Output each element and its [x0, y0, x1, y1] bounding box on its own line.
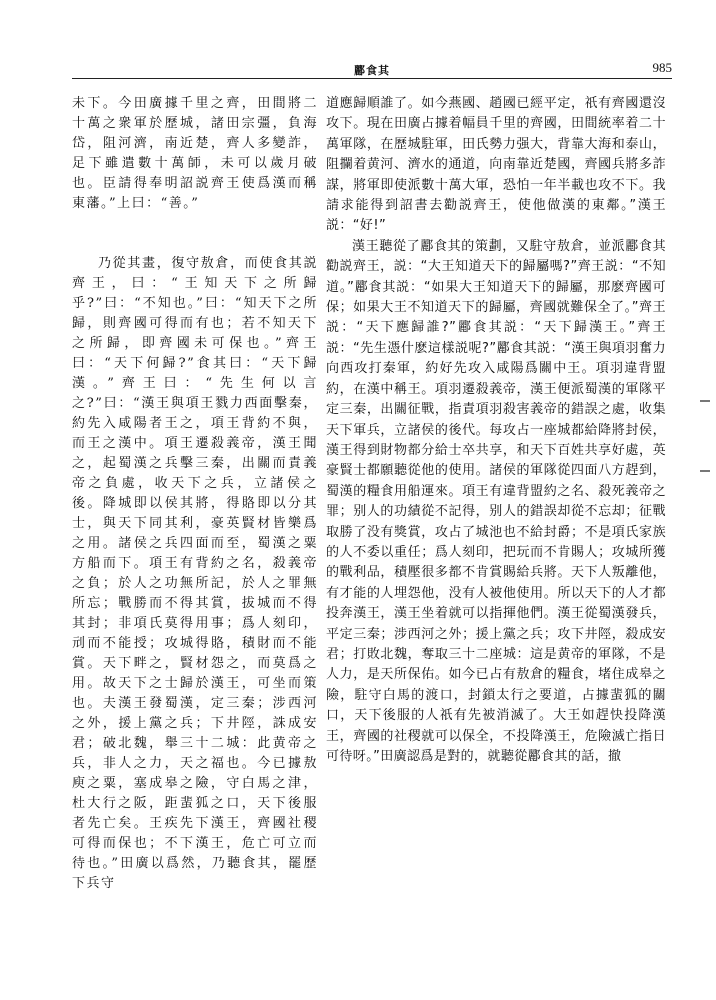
- running-head: 酈食其: [354, 64, 390, 77]
- header-rule: [72, 78, 672, 79]
- original-paragraph-1: 未下。今田廣據千里之齊，田間將二十萬之衆軍於歷城，諸田宗彊，負海岱，阻河濟，南近楚，齊人多變詐，足下雖遣數十萬師，未可以歲月破也。臣請得奉明詔説齊王使爲漢而稱東藩。”上曰：“善。”: [72, 96, 318, 211]
- scan-edge-mark: [700, 470, 710, 472]
- original-paragraph-2: 乃從其畫，復守敖倉，而使食其説齊王，曰：“王知天下之所歸乎?”曰：“不知也。”曰：“知天下之所歸，則齊國可得而有也；若不知天下之所歸，即齊國未可保也。”齊王曰：“天下何歸?”食其曰：“天下歸漢。”齊王曰：“先生何以言之?”曰：“漢王與項王戮力西面擊秦，約先入咸陽者王之，項王背約不與，而王之漢中。項王遷殺義帝，漢王聞之，起蜀漢之兵擊三秦，出關而責義帝之負處，收天下之兵，立諸侯之後。降城即以侯其將，得賂即以分其士，與天下同其利，豪英賢材皆樂爲之用。諸侯之兵四面而至，蜀漢之粟方船而下。項王有背約之名，殺義帝之負；於人之功無所記，於人之罪無所忘；戰勝而不得其賞，拔城而不得其封；非項氏莫得用事；爲人刻印，刓而不能授；攻城得賂，積財而不能賞。天下畔之，賢材怨之，而莫爲之用。故天下之士歸於漢王，可坐而策也。夫漢王發蜀漢，定三秦；涉西河之外，援上黨之兵；下井陘，誅成安君；破北魏，舉三十二城：此黄帝之兵，非人之力，天之福也。今已據敖庾之粟，塞成皋之險，守白馬之津，杜大行之阪，距蜚狐之口，天下後服者先亡矣。王疾先下漢王，齊國社稷可得而保也；不下漢王，危亡可立而待也。”田廣以爲然，乃聽食其，罷歷下兵守: [72, 256, 318, 891]
- translation-paragraph-1: 道應歸順誰了。如今燕國、趙國已經平定，祇有齊國還沒攻下。現在田廣占據着幅員千里的齊國，田間統率着二十萬軍隊，在歷城駐軍，田氏勢力强大，背靠大海和泰山，阻攔着黄河、濟水的通道，向南靠近楚國，齊國兵將多詐謀，將軍即使派數十萬大軍，恐怕一年半載也攻不下。我請求能得到詔書去勸説齊王，使他做漢的東鄰。”漢王説：“好!”: [326, 96, 666, 234]
- scan-edge-mark: [700, 400, 710, 402]
- original-text-column: [72, 94, 318, 894]
- page-header: [72, 40, 672, 80]
- page-number: 985: [652, 60, 672, 75]
- translation-column: [326, 94, 666, 767]
- translation-paragraph-2: 漢王聽從了酈食其的策劃，又駐守敖倉，並派酈食其勸説齊王，説：“大王知道天下的歸屬嗎?”齊王説：“不知道。”酈食其説：“如果大王知道天下的歸屬，那麽齊國可保；如果大王不知道天下的歸屬，齊國就難保全了。”齊王説：“天下應歸誰?”酈食其説：“天下歸漢王。”齊王説：“先生憑什麽這樣説呢?”酈食其説：“漢王與項羽奮力向西攻打秦軍，約好先攻入咸陽爲關中王。項羽違背盟約，在漢中稱王。項羽遷殺義帝，漢王便派蜀漢的軍隊平定三秦，出關征戰，指責項羽殺害義帝的錯誤之處，收集天下軍兵，立諸侯的後代。每攻占一座城都給降將封侯，漢王得到財物都分給士卒共享，和天下百姓共享好處，英豪賢士都願聽從他的使用。諸侯的軍隊從四面八方趕到，蜀漢的糧食用船運來。項王有違背盟約之名、殺死義帝之罪；别人的功績從不記得，别人的錯誤却從不忘却；征戰取勝了没有獎賞，攻占了城池也不給封爵；不是項氏家族的人不委以重任；爲人刻印，把玩而不肯賜人；攻城所獲的戰利品，積壓很多都不肯賞賜給兵將。天下人叛離他，有才能的人埋怨他，没有人被他使用。所以天下的人才都投奔漢王，漢王坐着就可以指揮他們。漢王從蜀漢發兵，平定三秦；涉西河之外；援上黨之兵；攻下井陘，殺成安君；打敗北魏，奪取三十二座城：這是黄帝的軍隊，不是人力，是天所保佑。如今已占有敖倉的糧食，堵住成皋之險，駐守白馬的渡口，封鎖太行之要道，占據蜚狐的關口，天下後服的人祇有先被消滅了。大王如趕快投降漢王，齊國的社稷就可以保全，不投降漢王，危險滅亡指日可待呀。”田廣認爲是對的，就聽從酈食其的話，撤: [326, 238, 666, 764]
- paragraph-gap: [72, 214, 318, 254]
